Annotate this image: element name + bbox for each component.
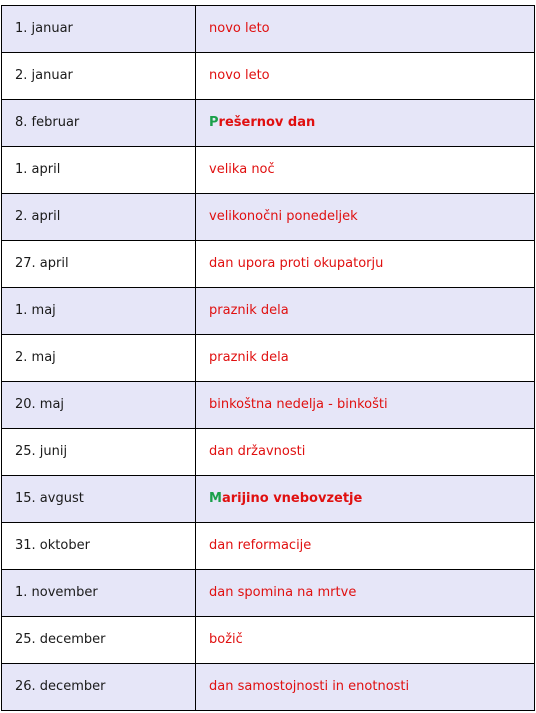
holiday-name: novo leto [209,21,270,36]
holiday-name: dan reformacije [209,538,312,553]
holiday-table [1,5,535,711]
table-row [2,241,535,288]
holiday-name: arijino vnebovzetje [221,491,363,506]
holiday-date: 1. maj [2,288,196,335]
holiday-name-cell [196,194,535,241]
holiday-name-cell [196,288,535,335]
holiday-date: 20. maj [2,382,196,429]
holiday-date: 2. maj [2,335,196,382]
holiday-name: praznik dela [209,350,289,365]
table-row [2,288,535,335]
holiday-name: rešernov dan [218,115,316,130]
table-row [2,664,535,711]
holiday-name-cell [196,617,535,664]
holiday-name-cell [196,476,535,523]
holiday-name: binkoštna nedelja - binkošti [209,397,388,412]
holiday-date: 25. junij [2,429,196,476]
table-row [2,147,535,194]
holiday-date: 15. avgust [2,476,196,523]
holiday-name: dan državnosti [209,444,306,459]
table-row [2,476,535,523]
holiday-date: 1. januar [2,6,196,53]
holiday-name: božič [209,632,243,647]
holiday-name: praznik dela [209,303,289,318]
holiday-name: dan spomina na mrtve [209,585,357,600]
holiday-date: 26. december [2,664,196,711]
holiday-name-initial: P [209,115,219,130]
holiday-date: 2. januar [2,53,196,100]
holiday-name: velika noč [209,162,275,177]
table-row [2,100,535,147]
holiday-date: 2. april [2,194,196,241]
holiday-name-cell [196,100,535,147]
holiday-date: 1. november [2,570,196,617]
holiday-name-initial: M [209,491,222,506]
holiday-name: dan upora proti okupatorju [209,256,384,271]
holiday-name-cell [196,570,535,617]
table-row [2,6,535,53]
holiday-name: velikonočni ponedeljek [209,209,358,224]
holiday-name-cell [196,241,535,288]
holiday-name-cell [196,382,535,429]
table-row [2,382,535,429]
holiday-date: 8. februar [2,100,196,147]
table-row [2,194,535,241]
holiday-name: novo leto [209,68,270,83]
holiday-name-cell [196,523,535,570]
holiday-name-cell [196,6,535,53]
table-row [2,617,535,664]
holiday-name-cell [196,664,535,711]
table-row [2,53,535,100]
table-row [2,335,535,382]
holiday-name-cell [196,53,535,100]
holiday-date: 27. april [2,241,196,288]
holiday-name-cell [196,335,535,382]
table-row [2,570,535,617]
holiday-name: dan samostojnosti in enotnosti [209,679,410,694]
holiday-date: 25. december [2,617,196,664]
holiday-date: 31. oktober [2,523,196,570]
holiday-name-cell [196,147,535,194]
table-row [2,523,535,570]
holiday-date: 1. april [2,147,196,194]
holiday-table-body [2,6,535,711]
holiday-name-cell [196,429,535,476]
table-row [2,429,535,476]
